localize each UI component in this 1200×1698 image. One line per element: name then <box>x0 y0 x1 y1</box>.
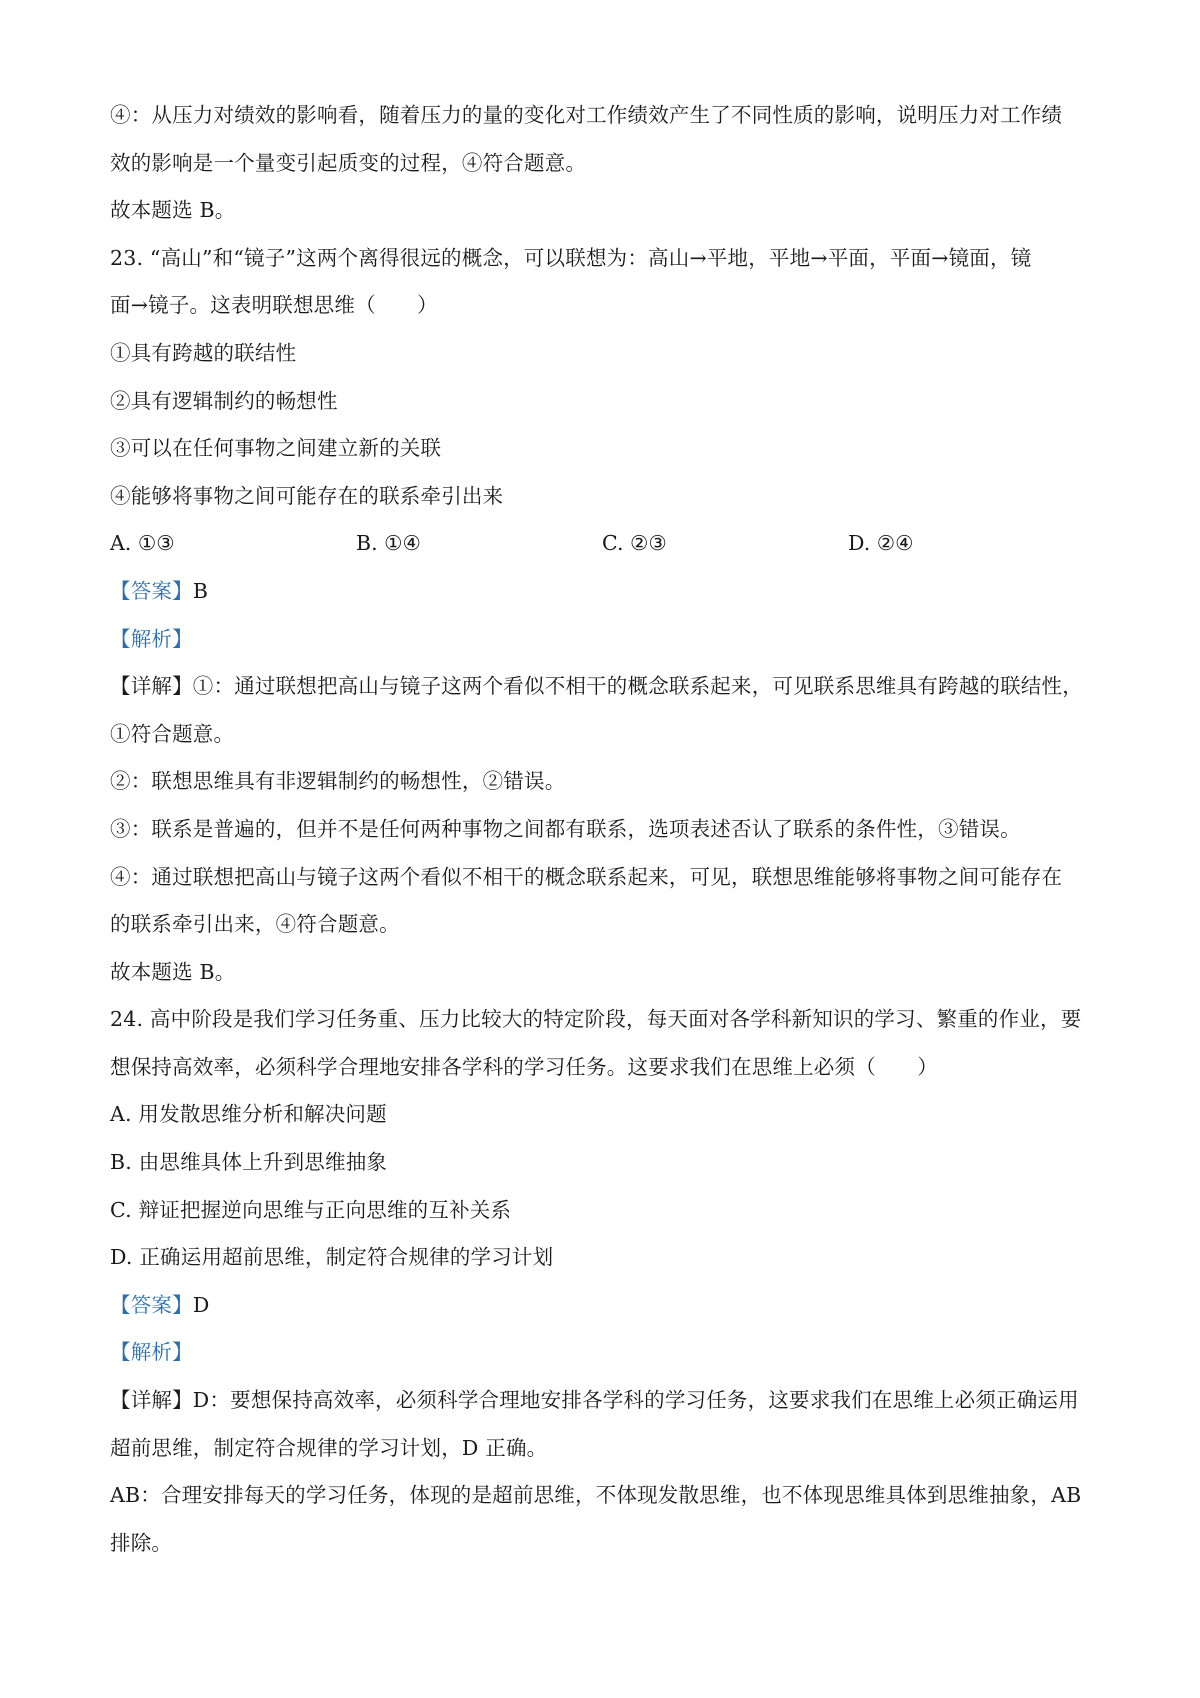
q23-detail-line-5: ④：通过联想把高山与镜子这两个看似不相干的概念联系起来，可见，联想思维能够将事物之间可能存在 <box>110 864 1063 889</box>
q23-statement-4: ④能够将事物之间可能存在的联系牵引出来 <box>110 483 504 508</box>
q22-conclusion: 故本题选 B。 <box>110 198 236 223</box>
q23-options-row <box>110 520 1100 568</box>
q22-analysis-line-2: 效的影响是一个量变引起质变的过程，④符合题意。 <box>110 150 587 175</box>
q23-answer <box>110 568 1100 616</box>
q23-stem-line-1: 23. “高山”和“镜子”这两个离得很远的概念，可以联想为：高山→平地，平地→平面，平面→镜面，镜 <box>110 245 1032 270</box>
q24-detail-line-3: AB：合理安排每天的学习任务，体现的是超前思维，不体现发散思维，也不体现思维具体到思维抽象，AB <box>110 1483 1082 1508</box>
q24-detail-line-4: 排除。 <box>110 1530 173 1555</box>
q24-stem-line-2: 想保持高效率，必须科学合理地安排各学科的学习任务。这要求我们在思维上必须（ ） <box>110 1054 938 1079</box>
q23-conclusion: 故本题选 B。 <box>110 959 236 984</box>
q23-option-c: C. ②③ <box>602 531 667 556</box>
q23-analysis-heading <box>110 616 1100 664</box>
q23-option-a: A. ①③ <box>110 531 175 556</box>
q24-option-a: A. 用发散思维分析和解决问题 <box>110 1102 387 1127</box>
q23-analysis-tag: 【解析】 <box>110 626 193 651</box>
q23-option-d: D. ②④ <box>848 531 914 556</box>
q23-statement-1: ①具有跨越的联结性 <box>110 340 297 365</box>
q24-answer-value: D <box>192 1292 210 1317</box>
q24-analysis-heading <box>110 1329 1100 1377</box>
document-page <box>110 92 1100 1567</box>
q23-statement-3: ③可以在任何事物之间建立新的关联 <box>110 436 442 461</box>
q23-stem-line-2: 面→镜子。这表明联想思维（ ） <box>110 293 438 318</box>
q23-answer-value: B <box>192 578 209 603</box>
q24-detail-line-2: 超前思维，制定符合规律的学习计划，D 正确。 <box>110 1435 548 1460</box>
q23-option-b: B. ①④ <box>356 531 421 556</box>
q22-analysis-line-1: ④：从压力对绩效的影响看，随着压力的量的变化对工作绩效产生了不同性质的影响，说明压力对工作绩 <box>110 103 1063 127</box>
q23-detail-line-2: ①符合题意。 <box>110 721 235 746</box>
q23-detail-line-6: 的联系牵引出来，④符合题意。 <box>110 912 400 937</box>
q24-option-b: B. 由思维具体上升到思维抽象 <box>110 1150 388 1175</box>
q24-answer-tag: 【答案】 <box>110 1292 193 1317</box>
q23-detail-line-3: ②：联想思维具有非逻辑制约的畅想性，②错误。 <box>110 769 566 794</box>
q24-answer <box>110 1282 1100 1330</box>
q24-stem-line-1: 24. 高中阶段是我们学习任务重、压力比较大的特定阶段，每天面对各学科新知识的学习、繁重的作业，要 <box>110 1007 1082 1032</box>
q24-option-c: C. 辩证把握逆向思维与正向思维的互补关系 <box>110 1197 512 1222</box>
q23-statement-2: ②具有逻辑制约的畅想性 <box>110 388 338 413</box>
q23-detail-line-4: ③：联系是普遍的，但并不是任何两种事物之间都有联系，选项表述否认了联系的条件性，③错误。 <box>110 816 1021 841</box>
q24-detail-line-1: 【详解】D：要想保持高效率，必须科学合理地安排各学科的学习任务，这要求我们在思维上必须正确运用 <box>110 1388 1079 1413</box>
q23-answer-tag: 【答案】 <box>110 578 193 603</box>
q23-detail-line-1: 【详解】①：通过联想把高山与镜子这两个看似不相干的概念联系起来，可见联系思维具有跨越的联结性， <box>110 674 1083 699</box>
q24-analysis-tag: 【解析】 <box>110 1340 193 1365</box>
q24-option-d: D. 正确运用超前思维，制定符合规律的学习计划 <box>110 1245 554 1270</box>
